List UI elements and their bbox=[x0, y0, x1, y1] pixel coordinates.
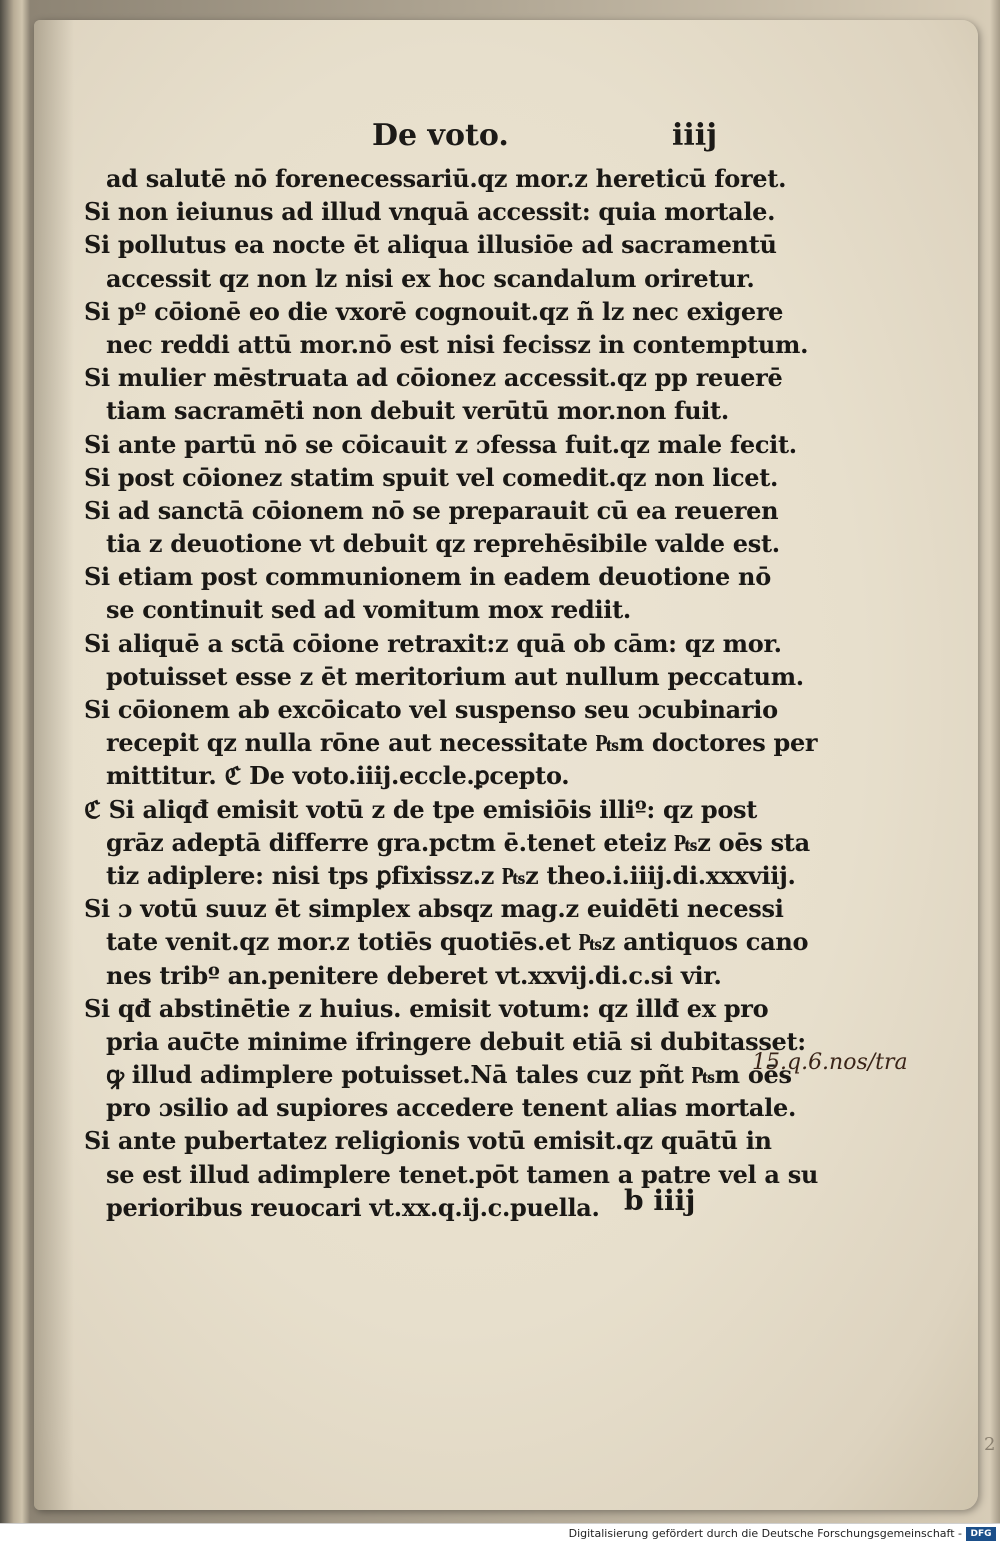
folio-number: iiij bbox=[672, 118, 718, 153]
text-line: Si ad sanctā cōionem nō se preparauit cū ea reueren bbox=[84, 495, 779, 525]
text-line: Si ɔ votū suuz ēt simplex absqz mag.z euidēti necessi bbox=[84, 894, 784, 924]
text-line: Si qđ abstinētie z huius. emisit votum: qz illđ ex pro bbox=[84, 993, 769, 1023]
text-line: tiz adiplere: nisi tps ꝑfixissz.z ₧z theo.i.iiij.di.xxxviij. bbox=[106, 860, 796, 890]
text-line: ad salutē nō forenecessariū.qz mor.z hereticū foret. bbox=[106, 164, 787, 193]
text-line: Si mulier mēstruata ad cōionez accessit.qz pp reuerē bbox=[84, 363, 783, 393]
running-title: De voto. bbox=[372, 118, 509, 153]
page-gutter bbox=[34, 20, 74, 1510]
body-text bbox=[84, 162, 819, 1224]
text-line: grāz adeptā differre gra.pctm ē.tenet eteiz ₧z oēs sta bbox=[106, 827, 810, 857]
footer-credit: Digitalisierung gefördert durch die Deutsche Forschungsgemeinschaft - bbox=[568, 1527, 962, 1540]
text-line: Si non ieiunus ad illud vnquā accessit: quia mortale. bbox=[84, 197, 776, 227]
text-line: Si aliquē a sctā cōione retraxit:z quā ob cām: qz mor. bbox=[84, 628, 782, 658]
pencil-mark: 2 bbox=[984, 1434, 996, 1455]
text-line: Si cōionem ab excōicato vel suspenso seu ɔcubinario bbox=[84, 695, 778, 724]
text-line: nes tribº an.penitere deberet vt.xxvij.di.c.si vir. bbox=[106, 960, 722, 990]
text-line: mittitur. ℭ De voto.iiij.eccle.ꝑcepto. bbox=[106, 761, 570, 791]
dfg-logo: DFG bbox=[966, 1527, 996, 1541]
text-line: nec reddi attū mor.nō est nisi fecissz in contemptum. bbox=[106, 329, 809, 359]
footer-bar bbox=[0, 1523, 1000, 1544]
text-line: tiam sacramēti non debuit verūtū mor.non fuit. bbox=[106, 396, 729, 426]
text-line: Si pollutus ea nocte ēt aliqua illusiōe ad sacramentū bbox=[84, 230, 777, 260]
text-line: tia z deuotione vt debuit qz reprehēsibile valde est. bbox=[106, 529, 780, 559]
text-line: Si ante partū nō se cōicauit z ɔfessa fuit.qz male fecit. bbox=[84, 429, 797, 459]
text-line: se continuit sed ad vomitum mox rediit. bbox=[106, 595, 631, 625]
text-line: pro ɔsilio ad supiores accedere tenent alias mortale. bbox=[106, 1093, 797, 1123]
text-line: Si pº cōionē eo die vxorē cognouit.qz ñ lz nec exigere bbox=[84, 296, 784, 326]
handwritten-marginal-note: 15.q.6.nos/tra bbox=[752, 1050, 908, 1075]
text-line: se est illud adimplere tenet.pōt tamen a patre vel a su bbox=[106, 1159, 819, 1189]
text-line: ℭ Si aliqđ emisit votū z de tpe emisiōis illiº: qz post bbox=[84, 794, 758, 824]
text-line: recepit qz nulla rōne aut necessitate ₧m doctores per bbox=[106, 728, 818, 758]
book-page bbox=[34, 20, 996, 1510]
text-line: perioribus reuocari vt.xx.q.ij.c.puella. bbox=[106, 1192, 600, 1222]
signature-mark: b iiij bbox=[624, 1184, 696, 1217]
text-line: tate venit.qz mor.z totiēs quotiēs.et ₧z antiquos cano bbox=[106, 927, 809, 957]
text-line: accessit qz non lz nisi ex hoc scandalum oriretur. bbox=[106, 263, 755, 293]
text-line: pria auc̄te minime ifringere debuit etiā si dubitasset: bbox=[106, 1026, 806, 1056]
text-line: Si ante pubertatez religionis votū emisit.qz quātū in bbox=[84, 1126, 772, 1156]
text-line: Si post cōionez statim spuit vel comedit.qz non licet. bbox=[84, 462, 779, 492]
page-header bbox=[34, 108, 978, 158]
text-line: potuisset esse z ēt meritorium aut nullum peccatum. bbox=[106, 661, 804, 691]
text-line: ꝙ illud adimplere potuisset.Nā tales cuz pñt ₧m oēs bbox=[106, 1060, 792, 1090]
text-line: Si etiam post communionem in eadem deuotione nō bbox=[84, 562, 771, 592]
